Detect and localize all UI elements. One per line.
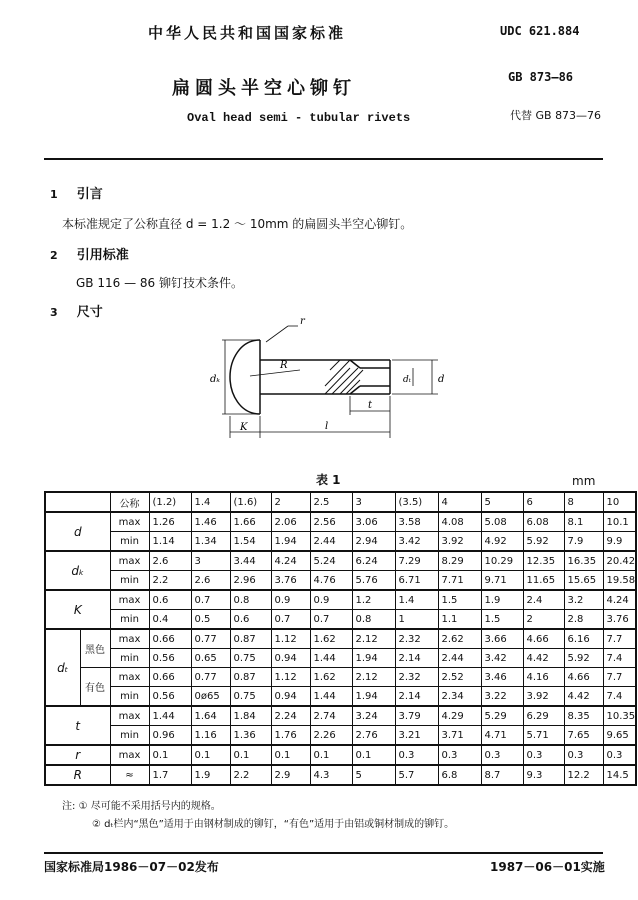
table-cell: 0.87	[230, 629, 271, 649]
table-cell: 1.16	[191, 726, 230, 746]
table-cell: 12.35	[523, 551, 564, 571]
issued-date: 国家标准局1986－07－02发布	[44, 860, 219, 874]
nominal-cell: 3	[352, 492, 395, 512]
table-cell: 0.77	[191, 668, 230, 687]
section-number: 1	[50, 188, 58, 201]
table-cell: 2.6	[149, 551, 191, 571]
table-cell: min	[110, 610, 149, 630]
table-cell: 1.4	[395, 590, 438, 610]
table-cell: 0.1	[149, 745, 191, 765]
table-cell: 0.3	[564, 745, 603, 765]
table-cell: 0.7	[310, 610, 352, 630]
table-cell: 8.35	[564, 706, 603, 726]
nominal-cell: 1.4	[191, 492, 230, 512]
table-cell: 1.26	[149, 512, 191, 532]
table-cell: 0.7	[271, 610, 310, 630]
effective-date: 1987－06－01实施	[490, 860, 605, 874]
table-cell: K	[45, 590, 110, 629]
table-cell: 有色	[80, 668, 110, 707]
table-cell: 3.46	[481, 668, 523, 687]
table-row	[45, 492, 636, 512]
table-cell: 10.35	[603, 706, 636, 726]
table-cell: 16.35	[564, 551, 603, 571]
table-cell: 0.9	[310, 590, 352, 610]
table-cell: 2.9	[271, 765, 310, 785]
table-cell: 3.92	[438, 532, 481, 552]
table-cell: 8.7	[481, 765, 523, 785]
table-cell: 3.76	[271, 571, 310, 591]
table-cell: 3.42	[395, 532, 438, 552]
table-cell: 5.92	[523, 532, 564, 552]
table-cell: 2.52	[438, 668, 481, 687]
header-label: 公称	[110, 492, 149, 512]
table-cell: 15.65	[564, 571, 603, 591]
table-row	[45, 745, 636, 765]
table-cell: 7.65	[564, 726, 603, 746]
table-cell: 0.5	[191, 610, 230, 630]
table-cell: 4.24	[271, 551, 310, 571]
note-1	[62, 797, 221, 812]
table-cell: 0.3	[395, 745, 438, 765]
table-cell: 2.32	[395, 668, 438, 687]
table-cell: 3.24	[352, 706, 395, 726]
table-cell: 0.75	[230, 687, 271, 707]
table-cell: 0.3	[481, 745, 523, 765]
table-cell: 3.76	[603, 610, 636, 630]
table-cell: 5.29	[481, 706, 523, 726]
table-cell: 1.36	[230, 726, 271, 746]
table-cell: max	[110, 590, 149, 610]
table-cell: 0.1	[310, 745, 352, 765]
table-cell: 1.54	[230, 532, 271, 552]
section-title: 尺寸	[76, 305, 103, 320]
page-title: 扁圆头半空心铆钉	[172, 78, 356, 99]
table-cell: 6.29	[523, 706, 564, 726]
nominal-cell: 5	[481, 492, 523, 512]
table-cell: 2.2	[149, 571, 191, 591]
table-cell: 3.58	[395, 512, 438, 532]
table-cell: 14.5	[603, 765, 636, 785]
table-cell: 3.71	[438, 726, 481, 746]
table-cell: dₜ	[45, 629, 80, 706]
table-cell: 2.8	[564, 610, 603, 630]
table-cell: 2.74	[310, 706, 352, 726]
table-cell: 0.1	[230, 745, 271, 765]
table-row	[45, 706, 636, 726]
table-cell: 1.9	[191, 765, 230, 785]
nominal-cell: (1.6)	[230, 492, 271, 512]
table-cell: 1.9	[481, 590, 523, 610]
table-row	[45, 765, 636, 785]
table-cell: 9.9	[603, 532, 636, 552]
table-cell: 0ø65	[191, 687, 230, 707]
table-cell: 5.08	[481, 512, 523, 532]
section-2	[50, 244, 129, 263]
table-cell: 5.7	[395, 765, 438, 785]
table-cell: 7.7	[603, 629, 636, 649]
table-cell: 4.42	[523, 649, 564, 668]
table-cell: 12.2	[564, 765, 603, 785]
table-cell: 2.24	[271, 706, 310, 726]
table-cell: max	[110, 668, 149, 687]
table-cell: 1.12	[271, 668, 310, 687]
table-cell: 0.6	[149, 590, 191, 610]
table-cell: 0.77	[191, 629, 230, 649]
table-cell: 4.24	[603, 590, 636, 610]
header-rule	[44, 158, 603, 160]
table-cell: 3.42	[481, 649, 523, 668]
table-cell: 2.62	[438, 629, 481, 649]
table-cell: ≈	[110, 765, 149, 785]
table-cell: 2.14	[395, 649, 438, 668]
table-cell: 2.44	[438, 649, 481, 668]
table-cell: 9.71	[481, 571, 523, 591]
table-cell: 3.06	[352, 512, 395, 532]
label-R: R	[280, 360, 288, 371]
table-cell: 0.56	[149, 649, 191, 668]
table-cell: 0.8	[352, 610, 395, 630]
table-cell: 2.96	[230, 571, 271, 591]
table-cell: 2.34	[438, 687, 481, 707]
table-cell: 9.3	[523, 765, 564, 785]
label-K: K	[240, 422, 248, 433]
table-cell: 0.7	[191, 590, 230, 610]
table-cell: 7.4	[603, 687, 636, 707]
table-cell: 0.66	[149, 668, 191, 687]
table-cell: 1.5	[481, 610, 523, 630]
table-cell: 4.42	[564, 687, 603, 707]
table-cell: min	[110, 571, 149, 591]
table-cell: 1.62	[310, 668, 352, 687]
dimensions-table	[44, 491, 637, 786]
table-row	[45, 649, 636, 668]
table-cell: 8.29	[438, 551, 481, 571]
table-cell: 4.92	[481, 532, 523, 552]
table-cell: 1.84	[230, 706, 271, 726]
table-cell: 2.32	[395, 629, 438, 649]
corner-cell	[45, 492, 110, 512]
table-cell: 6.16	[564, 629, 603, 649]
table-cell: 2.6	[191, 571, 230, 591]
table-cell: 2.12	[352, 668, 395, 687]
table-cell: 3.21	[395, 726, 438, 746]
table-cell: 0.8	[230, 590, 271, 610]
table-cell: max	[110, 629, 149, 649]
table-cell: 0.9	[271, 590, 310, 610]
udc-code: UDC 621.884	[500, 24, 580, 38]
table-cell: 1.12	[271, 629, 310, 649]
table-row	[45, 629, 636, 649]
table-cell: 1.34	[191, 532, 230, 552]
note-2: ② dₜ栏内“黑色”适用于由钢材制成的铆钉，“有色”适用于由铝或铜材制成的铆钉。	[92, 819, 455, 830]
table-cell: 4.66	[564, 668, 603, 687]
table-cell: 1.46	[191, 512, 230, 532]
nominal-cell: 8	[564, 492, 603, 512]
table-cell: 4.66	[523, 629, 564, 649]
table-cell: 1.94	[271, 532, 310, 552]
table-cell: 0.3	[523, 745, 564, 765]
english-title: Oval head semi - tubular rivets	[187, 111, 411, 125]
label-r: r	[300, 316, 305, 327]
table-cell: 1.1	[438, 610, 481, 630]
table-cell: min	[110, 726, 149, 746]
table-cell: 1.64	[191, 706, 230, 726]
nominal-cell: (3.5)	[395, 492, 438, 512]
table-cell: 3.92	[523, 687, 564, 707]
table-cell: 0.4	[149, 610, 191, 630]
table-cell: R	[45, 765, 110, 785]
note-prefix: 注:	[62, 801, 76, 812]
label-dk: dₖ	[210, 374, 221, 385]
table-cell: 1.94	[352, 687, 395, 707]
table-row	[45, 668, 636, 687]
table-cell: t	[45, 706, 110, 745]
table-cell: 0.94	[271, 687, 310, 707]
table-cell: 5.92	[564, 649, 603, 668]
table-cell: max	[110, 706, 149, 726]
table-cell: 3.66	[481, 629, 523, 649]
table-cell: 3.79	[395, 706, 438, 726]
table-cell: 0.65	[191, 649, 230, 668]
label-dt: dₜ	[403, 375, 411, 385]
nominal-cell: 2	[271, 492, 310, 512]
nominal-cell: (1.2)	[149, 492, 191, 512]
table-row	[45, 610, 636, 630]
table-cell: 7.71	[438, 571, 481, 591]
table-row	[45, 551, 636, 571]
table-cell: 2.56	[310, 512, 352, 532]
table-cell: 6.8	[438, 765, 481, 785]
table-cell: 2.26	[310, 726, 352, 746]
table-cell: 0.56	[149, 687, 191, 707]
table-cell: max	[110, 745, 149, 765]
table-cell: 0.3	[603, 745, 636, 765]
table-cell: 1.66	[230, 512, 271, 532]
table-row	[45, 512, 636, 532]
table-cell: d	[45, 512, 110, 551]
table-cell: 1.5	[438, 590, 481, 610]
table-cell: 6.08	[523, 512, 564, 532]
section-number: 3	[50, 306, 58, 319]
gb-number: GB 873—86	[508, 70, 574, 84]
nominal-cell: 6	[523, 492, 564, 512]
table-cell: 7.29	[395, 551, 438, 571]
label-l: l	[325, 421, 329, 432]
table-row	[45, 726, 636, 746]
section-number: 2	[50, 249, 58, 262]
table-cell: 3	[191, 551, 230, 571]
table-cell: 0.3	[438, 745, 481, 765]
table-cell: 2.4	[523, 590, 564, 610]
table-cell: 2.12	[352, 629, 395, 649]
table-cell: 6.71	[395, 571, 438, 591]
table-cell: 1.94	[352, 649, 395, 668]
table-cell: 1.2	[352, 590, 395, 610]
table-cell: 7.7	[603, 668, 636, 687]
table-row	[45, 532, 636, 552]
table-cell: 10.1	[603, 512, 636, 532]
table-cell: min	[110, 649, 149, 668]
table-cell: 5	[352, 765, 395, 785]
table-cell: 4.16	[523, 668, 564, 687]
table-cell: 11.65	[523, 571, 564, 591]
section-1	[50, 183, 103, 202]
label-d: d	[438, 374, 445, 385]
rivet-drawing	[200, 310, 460, 445]
section-1-body: 本标准规定了公称直径 d = 1.2 ～ 10mm 的扁圆头半空心铆钉。	[62, 217, 413, 231]
standard-title: 中华人民共和国国家标准	[148, 24, 347, 42]
table-cell: 1.14	[149, 532, 191, 552]
table-caption: 表 1	[316, 473, 341, 487]
nominal-cell: 2.5	[310, 492, 352, 512]
table-cell: 2.44	[310, 532, 352, 552]
table-cell: 5.76	[352, 571, 395, 591]
table-cell: 4.29	[438, 706, 481, 726]
label-t: t	[368, 400, 373, 411]
section-title: 引用标准	[76, 248, 129, 263]
table-cell: 7.9	[564, 532, 603, 552]
table-cell: 0.66	[149, 629, 191, 649]
section-3	[50, 301, 103, 320]
table-cell: 1	[395, 610, 438, 630]
table-cell: max	[110, 551, 149, 571]
table-row	[45, 590, 636, 610]
table-cell: 2	[523, 610, 564, 630]
table-cell: 8.1	[564, 512, 603, 532]
section-title: 引言	[76, 187, 103, 202]
table-cell: 0.1	[191, 745, 230, 765]
table-cell: 4.3	[310, 765, 352, 785]
table-cell: 1.44	[149, 706, 191, 726]
table-row	[45, 687, 636, 707]
table-cell: 2.76	[352, 726, 395, 746]
table-cell: 20.42	[603, 551, 636, 571]
table-cell: 3.2	[564, 590, 603, 610]
table-cell: 19.58	[603, 571, 636, 591]
nominal-cell: 4	[438, 492, 481, 512]
table-cell: 0.87	[230, 668, 271, 687]
table-cell: 0.1	[271, 745, 310, 765]
table-cell: max	[110, 512, 149, 532]
table-cell: 6.24	[352, 551, 395, 571]
table-cell: dₖ	[45, 551, 110, 590]
table-cell: 2.14	[395, 687, 438, 707]
table-cell: 9.65	[603, 726, 636, 746]
table-cell: 3.22	[481, 687, 523, 707]
table-cell: 2.2	[230, 765, 271, 785]
table-cell: 0.75	[230, 649, 271, 668]
table-cell: 4.71	[481, 726, 523, 746]
table-cell: 4.76	[310, 571, 352, 591]
note-1-text: ① 尽可能不采用括号内的规格。	[78, 801, 221, 812]
nominal-cell: 10	[603, 492, 636, 512]
table-cell: 0.1	[352, 745, 395, 765]
table-cell: 1.76	[271, 726, 310, 746]
table-row	[45, 571, 636, 591]
table-cell: 0.96	[149, 726, 191, 746]
table-cell: 3.44	[230, 551, 271, 571]
table-cell: 2.94	[352, 532, 395, 552]
table-cell: 5.24	[310, 551, 352, 571]
table-cell: 0.94	[271, 649, 310, 668]
table-cell: 0.6	[230, 610, 271, 630]
replaces-note: 代替 GB 873—76	[510, 109, 602, 122]
footer-rule	[44, 852, 603, 854]
table-cell: min	[110, 532, 149, 552]
table-cell: min	[110, 687, 149, 707]
table-cell: 1.44	[310, 687, 352, 707]
table-cell: 4.08	[438, 512, 481, 532]
table-cell: r	[45, 745, 110, 765]
table-cell: 10.29	[481, 551, 523, 571]
table-cell: 7.4	[603, 649, 636, 668]
table-cell: 1.44	[310, 649, 352, 668]
rivet-head-outline	[230, 340, 260, 414]
table-cell: 黑色	[80, 629, 110, 668]
table-cell: 5.71	[523, 726, 564, 746]
section-2-body: GB 116 — 86 铆钉技术条件。	[76, 276, 243, 290]
table-unit: mm	[572, 474, 596, 488]
table-cell: 2.06	[271, 512, 310, 532]
table-cell: 1.7	[149, 765, 191, 785]
table-cell: 1.62	[310, 629, 352, 649]
